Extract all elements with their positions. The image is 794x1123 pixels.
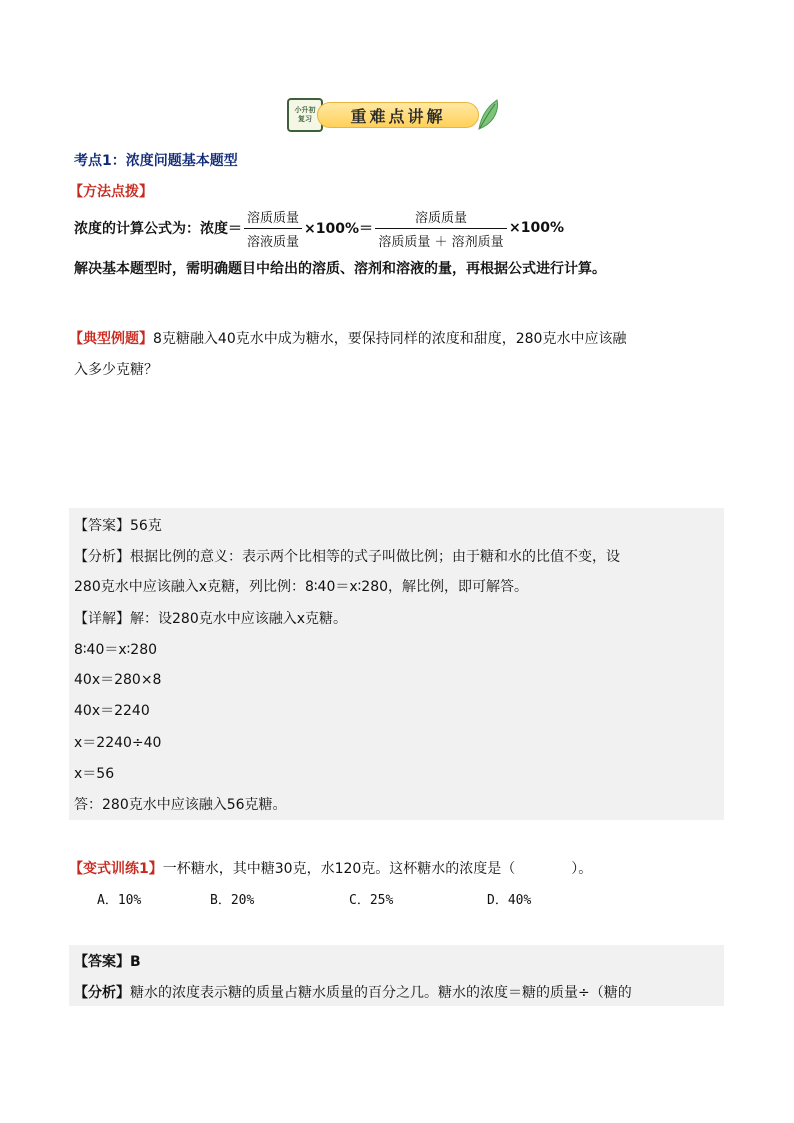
analysis-text: 糖水的浓度表示糖的质量占糖水质量的百分之几。糖水的浓度＝糖的质量÷（糖的 [130,985,632,1001]
detail-line: 40x＝280×8 [74,672,162,688]
fraction-1-denominator: 溶液质量 [247,234,300,250]
analysis-line [74,982,632,1002]
exercise-question [69,858,592,878]
exercise-tag: 【变式训练1】 [69,861,163,877]
fraction-2 [375,207,507,250]
detail-line: x＝2240÷40 [74,735,162,751]
formula-middle: ×100%＝ [304,221,373,237]
answer-block-2 [69,945,724,1006]
fraction-2-numerator: 溶质质量 [375,207,507,229]
option-a[interactable]: A．10% [97,893,142,908]
option-b[interactable]: B．20% [210,893,255,908]
analysis-line: 280克水中应该融入x克糖，列比例：8∶40＝x∶280，解比例，即可解答。 [74,579,529,595]
detail-line: 40x＝2240 [74,703,150,719]
option-c[interactable]: C．25% [349,893,394,908]
exercise-text: 一杯糖水，其中糖30克，水120克。这杯糖水的浓度是（ ）。 [162,861,593,877]
method-header: 【方法点拨】 [69,184,153,200]
detail-line: 【详解】解：设280克水中应该融入x克糖。 [74,611,348,627]
formula-suffix: ×100% [509,220,564,236]
badge-line2: 复习 [298,115,312,123]
option-d[interactable]: D．40% [487,893,532,908]
fraction-1 [244,207,302,250]
detail-line: x＝56 [74,766,115,782]
concentration-formula [74,205,564,251]
answer-line: 【答案】56克 [74,518,162,534]
badge-line1: 小升初 [294,106,316,114]
fraction-2-denominator: 溶质质量 ＋ 溶剂质量 [378,234,504,250]
analysis-line: 【分析】根据比例的意义：表示两个比相等的式子叫做比例；由于糖和水的比值不变，设 [74,549,620,565]
answer-line: 【答案】B [74,954,141,970]
example-tag: 【典型例题】 [69,331,153,347]
answer-block-1 [69,508,724,820]
example-question-line1 [69,328,626,348]
formula-prefix: 浓度的计算公式为：浓度＝ [74,221,242,237]
example-question-line2: 入多少克糖？ [74,362,158,378]
detail-line: 8∶40＝x∶280 [74,642,158,658]
leaf-icon [473,97,501,131]
example-text: 8克糖融入40克水中成为糖水，要保持同样的浓度和甜度，280克水中应该融 [153,331,627,347]
topic-title: 考点1：浓度问题基本题型 [74,153,238,169]
detail-line: 答：280克水中应该融入56克糖。 [74,797,287,813]
section-banner [287,97,509,135]
banner-title: 重难点讲解 [350,106,446,126]
banner-title-bar [317,102,479,128]
fraction-1-numerator: 溶质质量 [244,207,302,229]
analysis-tag: 【分析】 [74,985,130,1001]
method-note: 解决基本题型时，需明确题目中给出的溶质、溶剂和溶液的量，再根据公式进行计算。 [74,261,606,277]
